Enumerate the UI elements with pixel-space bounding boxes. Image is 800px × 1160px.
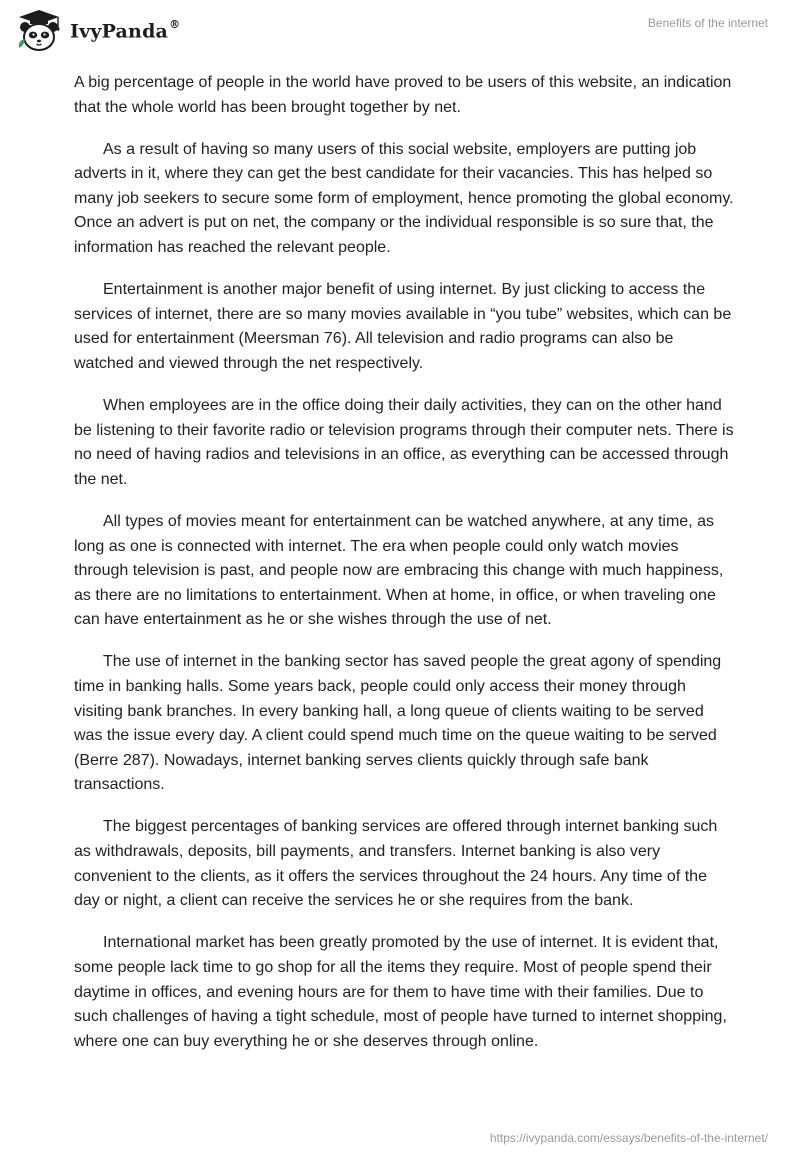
paragraph: When employees are in the office doing their daily activities, they can on the other hand be listening to their favorite radio or television programs through their computer nets. There is no need of having radios and televisions in an office, as everything can be accessed through the net. — [74, 397, 734, 488]
paragraph: International market has been greatly promoted by the use of internet. It is evident that, some people lack time to go shop for all the items they require. Most of people spend their daytime in offices, and evening hours are for them to have time with their families. Due to such challenges of having a tight schedule, most of people have turned to internet shopping, where one can buy everything he or she deserves through online. — [74, 934, 727, 1050]
paragraph: Entertainment is another major benefit of using internet. By just clicking to access the services of internet, there are so many movies available in “you tube” websites, which can be used for entertainment (Meersman 76). All television and radio programs can also be watched and viewed through the net respectively. — [74, 281, 732, 372]
paragraph: A big percentage of people in the world have proved to be users of this website, an indication that the whole world has been brought together by net. — [74, 74, 732, 116]
paragraph: All types of movies meant for entertainment can be watched anywhere, at any time, as long as one is connected with internet. The era when people could only watch movies through television is past, and people now are embracing this change with much happiness, as there are no limitations to entertainment. When at home, in office, or when traveling one can have entertainment as he or she wishes through the use of net. — [74, 512, 724, 629]
panda-logo-icon — [14, 8, 64, 54]
paragraph: The use of internet in the banking sector has saved people the great agony of spending time in banking halls. Some years back, people could only access their money through visiting bank branches. In every banking hall, a long queue of clients waiting to be served was the issue every day. A client could spend much time on the queue waiting to be served (Berre 287). Nowadays, internet banking serves clients quickly through safe bank transactions. — [74, 653, 722, 794]
ivypanda-logo[interactable] — [14, 8, 180, 54]
paragraph: The biggest percentages of banking services are offered through internet banking such as withdrawals, deposits, bill payments, and transfers. Internet banking is also very convenient to the clients, as it offers the services throughout the 24 hours. Any time of the day or night, a client can receive the services he or she requires from the bank. — [74, 818, 718, 910]
source-url[interactable]: https://ivypanda.com/essays/benefits-of-the-internet/ — [489, 1131, 768, 1145]
logo-text: IvyPanda® — [70, 17, 181, 43]
essay-body — [74, 71, 734, 1072]
page-header — [0, 0, 800, 62]
paragraph: As a result of having so many users of this social website, employers are putting job adverts in it, where they can get the best candidate for their vacancies. This has helped so many job seekers to secure some form of employment, hence promoting the global economy. Once an advert is put on net, the company or the individual responsible is so sure that, the information has reached the relevant people. — [74, 140, 734, 257]
document-title: Benefits of the internet — [647, 16, 768, 30]
